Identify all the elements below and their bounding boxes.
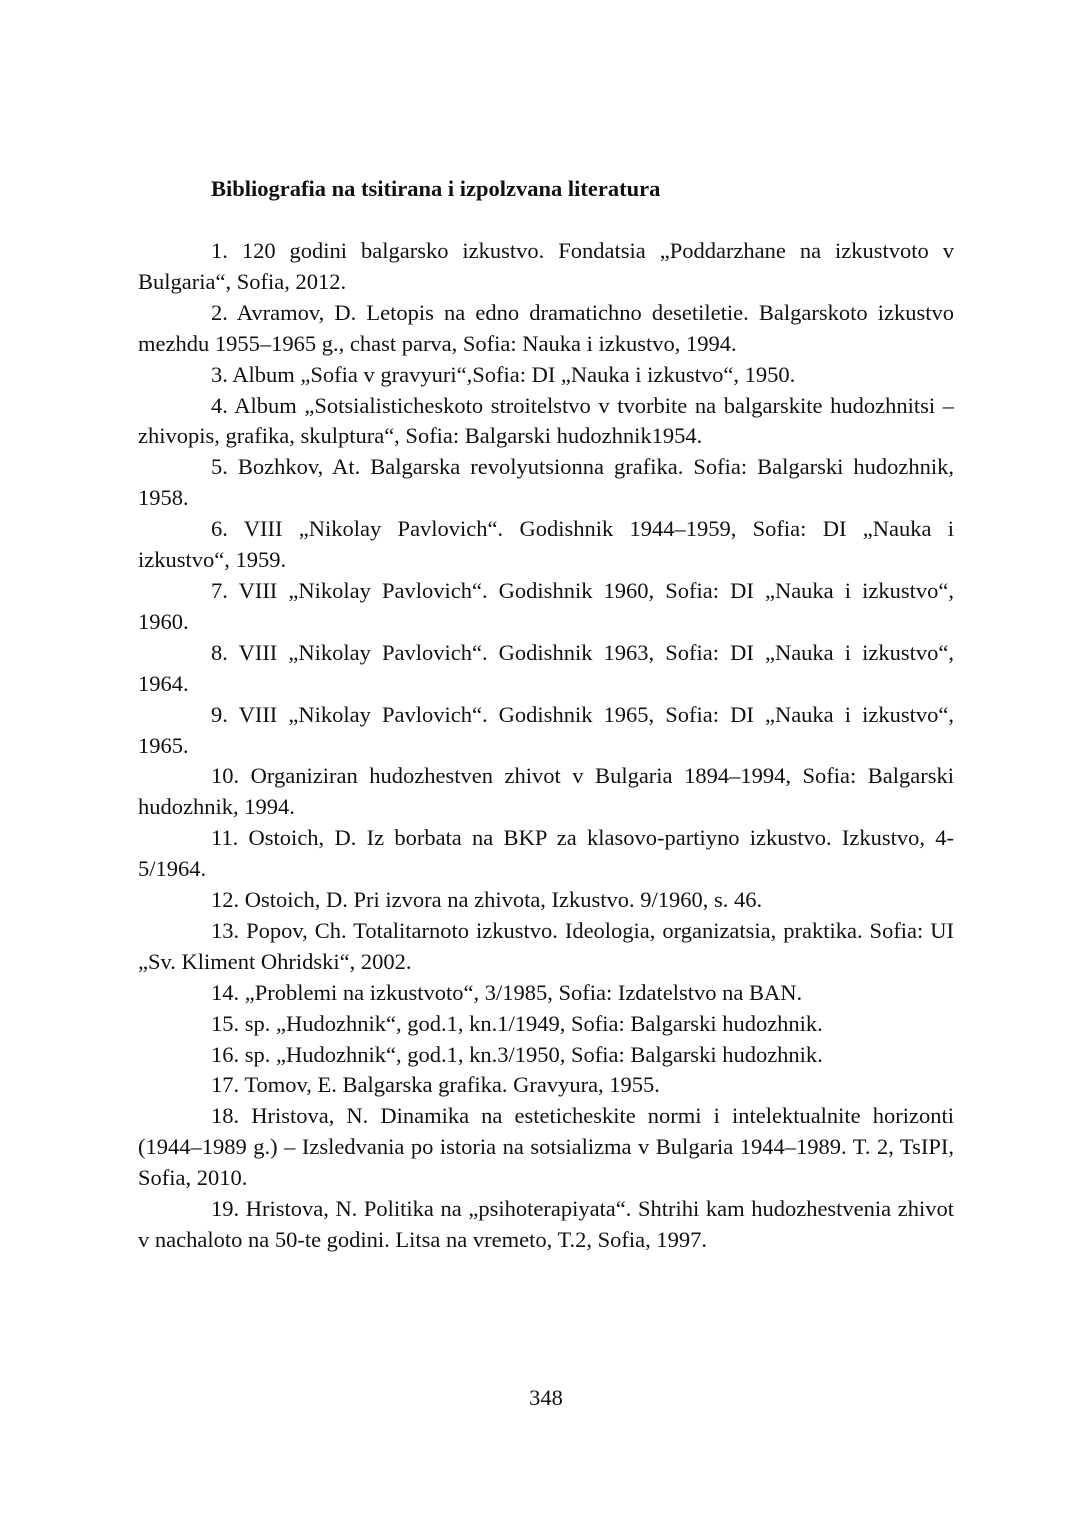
bibliography-entry: 12. Ostoich, D. Pri izvora na zhivota, Izkustvo. 9/1960, s. 46. — [211, 887, 763, 913]
bibliography-title: Bibliografia na tsitirana i izpolzvana literatura — [211, 176, 661, 201]
bibliography-entry: 16. sp. „Hudozhnik“, god.1, kn.3/1950, Sofia: Balgarski hudozhnik. — [211, 1041, 823, 1067]
bibliography-entry: 2. Avramov, D. Letopis na edno dramatichno desetiletie. Balgarskoto izkustvo mezhdu 1955–1965 g., chast parva, Sofia: Nauka i izkustvo, 1994. — [138, 299, 954, 356]
bibliography-entry: 19. Hristova, N. Politika na „psihoterapiyata“. Shtrihi kam hudozhestvenia zhivot v nachaloto na 50-te godini. Litsa na vremeto, T.2, Sofia, 1997. — [138, 1196, 954, 1252]
bibliography-entry: 5. Bozhkov, At. Balgarska revolyutsionna grafika. Sofia: Balgarski hudozhnik, 1958. — [138, 454, 954, 511]
bibliography-entry: 13. Popov, Ch. Totalitarnoto izkustvo. Ideologia, organizatsia, praktika. Sofia: UI „Sv. Kliment Ohridski“, 2002. — [138, 917, 954, 974]
bibliography-entry: 14. „Problemi na izkustvoto“, 3/1985, Sofia: Izdatelstvo na BAN. — [211, 979, 803, 1005]
bibliography-entry: 3. Album „Sofia v gravyuri“,Sofia: DI „Nauka i izkustvo“, 1950. — [211, 361, 796, 387]
bibliography-entry: 4. Album „Sotsialisticheskoto stroitelstvo v tvorbite na balgarskite hudozhnitsi – zhivopis, grafika, skulptura“, Sofia: Balgarski hudozhnik1954. — [138, 392, 954, 449]
bibliography-entry: 1. 120 godini balgarsko izkustvo. Fondatsia „Poddarzhane na izkustvoto v Bulgaria“, Sofia, 2012. — [138, 238, 954, 294]
bibliography-list — [138, 236, 954, 1256]
bibliography-entry: 18. Hristova, N. Dinamika na esteticheskite normi i intelektualnite horizonti (1944–1989 g.) – Izsledvania po istoria na sotsializma v Bulgaria 1944–1989. T. 2, TsIPI, Sofia, 2010. — [138, 1103, 954, 1191]
bibliography-entry: 10. Organiziran hudozhestven zhivot v Bulgaria 1894–1994, Sofia: Balgarski hudozhnik, 1994. — [138, 763, 954, 820]
bibliography-entry: 11. Ostoich, D. Iz borbata na BKP za klasovo-partiyno izkustvo. Izkustvo, 4-5/1964. — [138, 825, 954, 882]
bibliography-entry: 6. VIII „Nikolay Pavlovich“. Godishnik 1944–1959, Sofia: DI „Nauka i izkustvo“, 1959. — [138, 516, 954, 573]
bibliography-entry: 7. VIII „Nikolay Pavlovich“. Godishnik 1960, Sofia: DI „Nauka i izkustvo“, 1960. — [138, 577, 954, 634]
bibliography-entry: 9. VIII „Nikolay Pavlovich“. Godishnik 1965, Sofia: DI „Nauka i izkustvo“, 1965. — [138, 701, 954, 758]
bibliography-entry: 17. Tomov, E. Balgarska grafika. Gravyura, 1955. — [211, 1072, 660, 1098]
page-number: 348 — [529, 1385, 563, 1410]
bibliography-entry: 8. VIII „Nikolay Pavlovich“. Godishnik 1963, Sofia: DI „Nauka i izkustvo“, 1964. — [138, 639, 954, 696]
bibliography-entry: 15. sp. „Hudozhnik“, god.1, kn.1/1949, Sofia: Balgarski hudozhnik. — [211, 1010, 823, 1036]
